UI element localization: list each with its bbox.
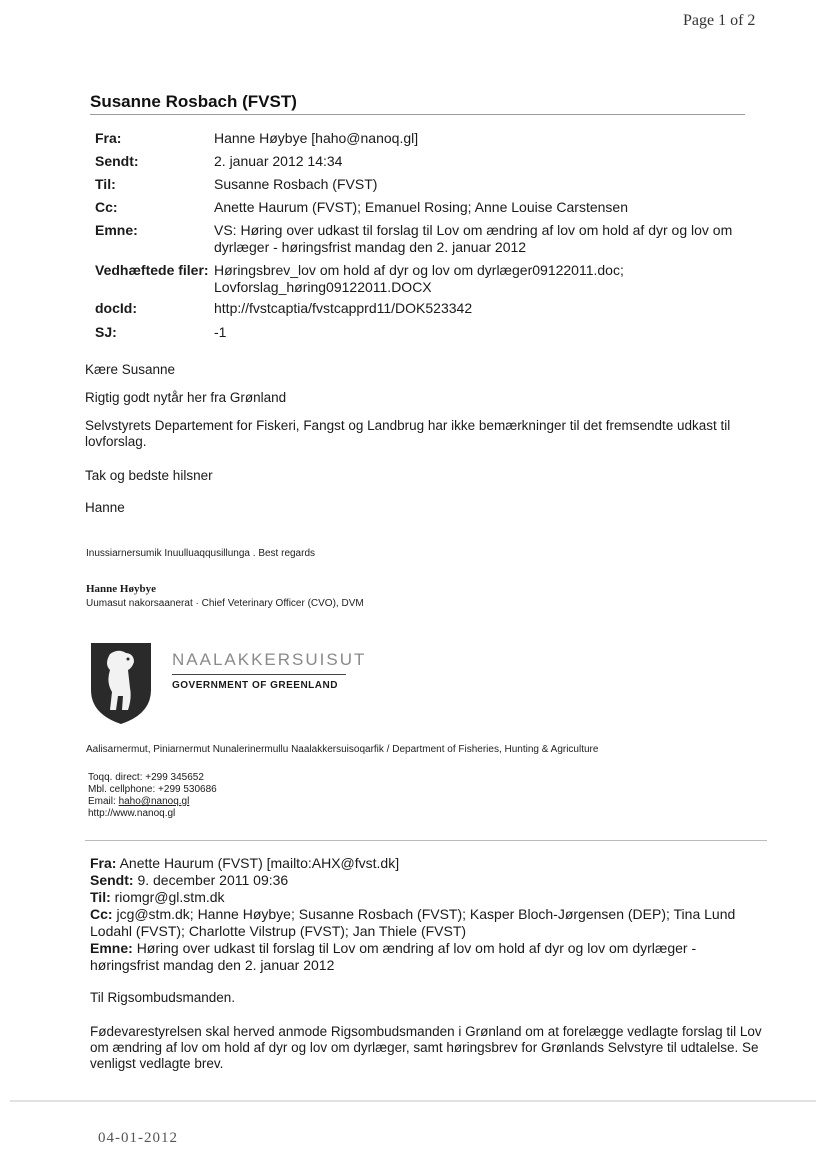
header-label: Til: bbox=[95, 176, 116, 192]
logo-subtitle: GOVERNMENT OF GREENLAND bbox=[172, 680, 338, 691]
body-paragraph: Hanne bbox=[85, 500, 125, 515]
docid-link[interactable]: http://fvstcaptia/fvstcapprd11/DOK523342 bbox=[214, 300, 473, 316]
page-number: Page 1 of 2 bbox=[683, 12, 756, 29]
contact-web-link[interactable]: http://www.nanoq.gl bbox=[88, 808, 176, 819]
forward-label: Emne: bbox=[90, 940, 133, 956]
forward-value: 9. december 2011 09:36 bbox=[137, 872, 289, 888]
polar-bear-shield-icon bbox=[88, 640, 154, 726]
header-label: Emne: bbox=[95, 222, 138, 238]
contact-direct: Toqq. direct: +299 345652 bbox=[88, 772, 204, 783]
logo-divider bbox=[172, 674, 346, 675]
header-label: Cc: bbox=[95, 199, 118, 215]
forward-value: jcg@stm.dk; Hanne Høybye; Susanne Rosbach (FVST); Kasper Bloch-Jørgensen (DEP); Tina Lund Lodahl (FVST); Charlotte Vilstrup (FVST); Jan Thiele (FVST) bbox=[90, 906, 736, 939]
header-divider bbox=[90, 114, 745, 115]
header-label: Sendt: bbox=[95, 153, 139, 169]
header-label: docId: bbox=[95, 300, 137, 316]
forward-value: Høring over udkast til forslag til Lov om ændring af lov om hold af dyr og lov om dyrlæger - høringsfrist mandag den 2. januar 2012 bbox=[90, 940, 697, 973]
header-value: 2. januar 2012 14:34 bbox=[214, 153, 343, 169]
forward-label: Fra: bbox=[90, 855, 117, 871]
contact-email-label: Email: bbox=[88, 796, 119, 807]
contact-email-row bbox=[88, 796, 217, 808]
header-value: Susanne Rosbach (FVST) bbox=[214, 176, 378, 192]
signature-title: Uumasut nakorsaanerat · Chief Veterinary Officer (CVO), DVM bbox=[86, 598, 364, 609]
signature-contact bbox=[88, 772, 217, 820]
forward-label: Til: bbox=[90, 889, 111, 905]
header-label: Vedhæftede filer: bbox=[95, 262, 209, 278]
header-value: Anette Haurum (FVST); Emanuel Rosing; Anne Louise Carstensen bbox=[214, 199, 628, 215]
body-paragraph: Tak og bedste hilsner bbox=[85, 468, 213, 483]
forward-paragraph: Fødevarestyrelsen skal herved anmode Rigsombudsmanden i Grønland om at forelægge vedlagte forslag til Lov om ændring af lov om hold af dyr og lov om dyrlæger, samt høringsbrev for Grønlands Selvstyre til udtalelse. Se venligst vedlagte brev. bbox=[90, 1024, 762, 1071]
forward-sent-row bbox=[90, 872, 770, 889]
attachment-list[interactable]: Høringsbrev_lov om hold af dyr og lov om dyrlæger09122011.doc; Lovforslag_høring09122011.DOCX bbox=[214, 262, 624, 295]
forward-from-row bbox=[90, 855, 770, 872]
header-value: -1 bbox=[214, 324, 227, 340]
mailbox-owner-name: Susanne Rosbach (FVST) bbox=[90, 92, 297, 111]
contact-email-link[interactable]: haho@nanoq.gl bbox=[118, 796, 190, 807]
header-value: Hanne Høybye [haho@nanoq.gl] bbox=[214, 130, 419, 146]
forward-label: Sendt: bbox=[90, 872, 134, 888]
contact-cellphone: Mbl. cellphone: +299 530686 bbox=[88, 784, 217, 795]
body-paragraph: Rigtig godt nytår her fra Grønland bbox=[85, 390, 287, 405]
forward-label: Cc: bbox=[90, 906, 113, 922]
forward-value: Anette Haurum (FVST) [mailto:AHX@fvst.dk] bbox=[119, 855, 400, 871]
signature-name: Hanne Høybye bbox=[86, 583, 156, 595]
forward-to-row bbox=[90, 889, 770, 906]
scan-edge bbox=[10, 1100, 816, 1102]
header-value: VS: Høring over udkast til forslag til Lov om ændring af lov om hold af dyr og lov om dyrlæger - høringsfrist mandag den 2. januar 2012 bbox=[214, 222, 733, 255]
body-greeting: Kære Susanne bbox=[85, 362, 176, 377]
forward-greeting: Til Rigsombudsmanden. bbox=[90, 990, 236, 1005]
signature-department: Aalisarnermut, Piniarnermut Nunalerinermullu Naalakkersuisoqarfik / Department of Fisheries, Hunting & Agriculture bbox=[86, 744, 599, 755]
header-label: SJ: bbox=[95, 324, 117, 340]
received-date-stamp: 04-01-2012 bbox=[98, 1130, 178, 1146]
forward-cc-row bbox=[90, 906, 766, 940]
body-paragraph: Selvstyrets Departement for Fiskeri, Fangst og Landbrug har ikke bemærkninger til det fremsendte udkast til lovforslag. bbox=[85, 418, 731, 449]
header-label: Fra: bbox=[95, 130, 122, 146]
logo-wordmark: NAALAKKERSUISUT bbox=[172, 650, 367, 669]
forward-divider bbox=[85, 840, 767, 841]
forward-value: riomgr@gl.stm.dk bbox=[114, 889, 225, 905]
signature-regards: Inussiarnersumik Inuulluaqqusillunga . Best regards bbox=[86, 548, 316, 559]
forward-subject-row bbox=[90, 940, 730, 974]
